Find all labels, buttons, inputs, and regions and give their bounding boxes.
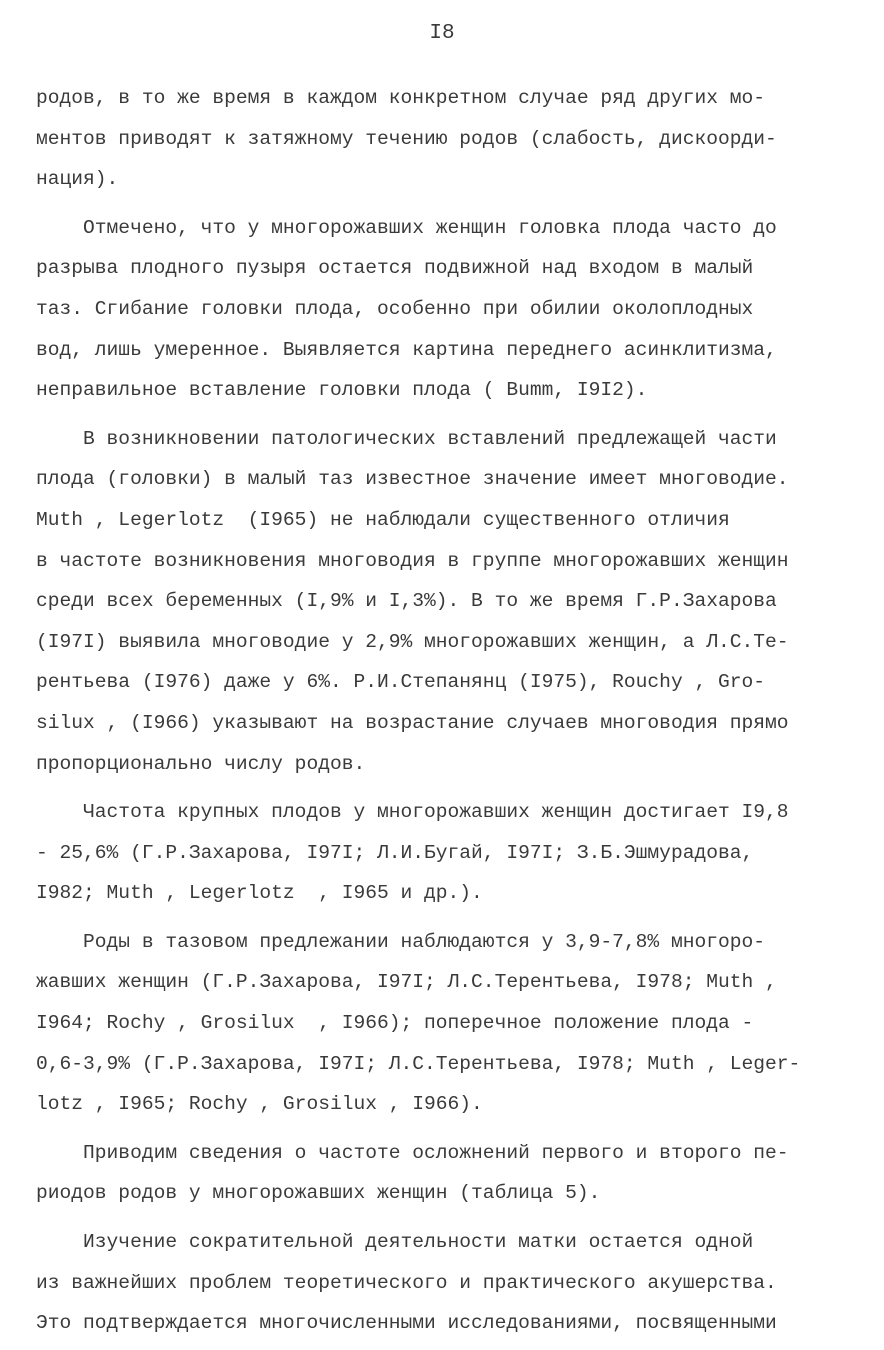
text-line: Частота крупных плодов у многорожавших женщин достигает I9,8 (36, 801, 789, 824)
text-line: Приводим сведения о частоте осложнений первого и второго пе- (36, 1141, 789, 1164)
text-line: (I97I) выявила многоводие у 2,9% многорожавших женщин, а Л.С.Те- (36, 630, 789, 653)
text-line: в частоте возникновения многоводия в группе многорожавших женщин (36, 549, 789, 572)
text-line: риодов родов у многорожавших женщин (таблица 5). (36, 1182, 601, 1205)
text-line: ментов приводят к затяжному течению родов (слабость, дискоорди- (36, 127, 777, 150)
text-line: родов, в то же время в каждом конкретном случае ряд других мо- (36, 87, 766, 109)
text-line: таз. Сгибание головки плода, особенно при обилии околоплодных (36, 297, 754, 320)
text-line: Роды в тазовом предлежании наблюдаются у 3,9-7,8% многоро- (36, 930, 766, 953)
text-line: разрыва плодного пузыря остается подвижной над входом в малый (36, 257, 754, 280)
text-line: жавших женщин (Г.Р.Захарова, I97I; Л.С.Терентьева, I978; Muth , (36, 971, 777, 994)
text-line: нация). (36, 168, 119, 191)
text-line: из важнейших проблем теоретического и практического акушерства. (36, 1271, 777, 1294)
text-line: Это подтверждается многочисленными исследованиями, посвященными (36, 1312, 777, 1335)
text-line: 0,6-3,9% (Г.Р.Захарова, I97I; Л.С.Терентьева, I978; Muth , Leger- (36, 1052, 801, 1075)
text-line: пропорционально числу родов. (36, 752, 366, 775)
text-line: Изучение сократительной деятельности матки остается одной (36, 1231, 754, 1254)
text-line: плода (головки) в малый таз известное значение имеет многоводие. (36, 468, 789, 491)
text-line: lotz , I965; Rochy , Grosilux , I966). (36, 1093, 483, 1116)
text-line: В возникновении патологических вставлений предлежащей части (36, 427, 777, 450)
text-line: рентьева (I976) даже у 6%. Р.И.Степанянц (I975), Rouchy , Gro- (36, 671, 766, 694)
body-text (36, 78, 848, 1344)
text-line: I982; Muth , Legerlotz , I965 и др.). (36, 882, 483, 905)
text-line: вод, лишь умеренное. Выявляется картина переднего асинклитизма, (36, 338, 777, 361)
text-line: Отмечено, что у многорожавших женщин головка плода часто до (36, 216, 777, 239)
text-line: неправильное вставление головки плода ( Bumm, I9I2). (36, 379, 648, 402)
text-line: - 25,6% (Г.Р.Захарова, I97I; Л.И.Бугай, I97I; З.Б.Эшмурадова, (36, 841, 754, 864)
page-number: I8 (429, 22, 455, 45)
text-line: среди всех беременных (I,9% и I,3%). В то же время Г.Р.Захарова (36, 590, 777, 613)
text-line: Muth , Legerlotz (I965) не наблюдали существенного отличия (36, 508, 730, 531)
text-line: silux , (I966) указывают на возрастание случаев многоводия прямо (36, 711, 789, 734)
text-line: I964; Rochy , Grosilux , I966); поперечное положение плода - (36, 1012, 754, 1035)
